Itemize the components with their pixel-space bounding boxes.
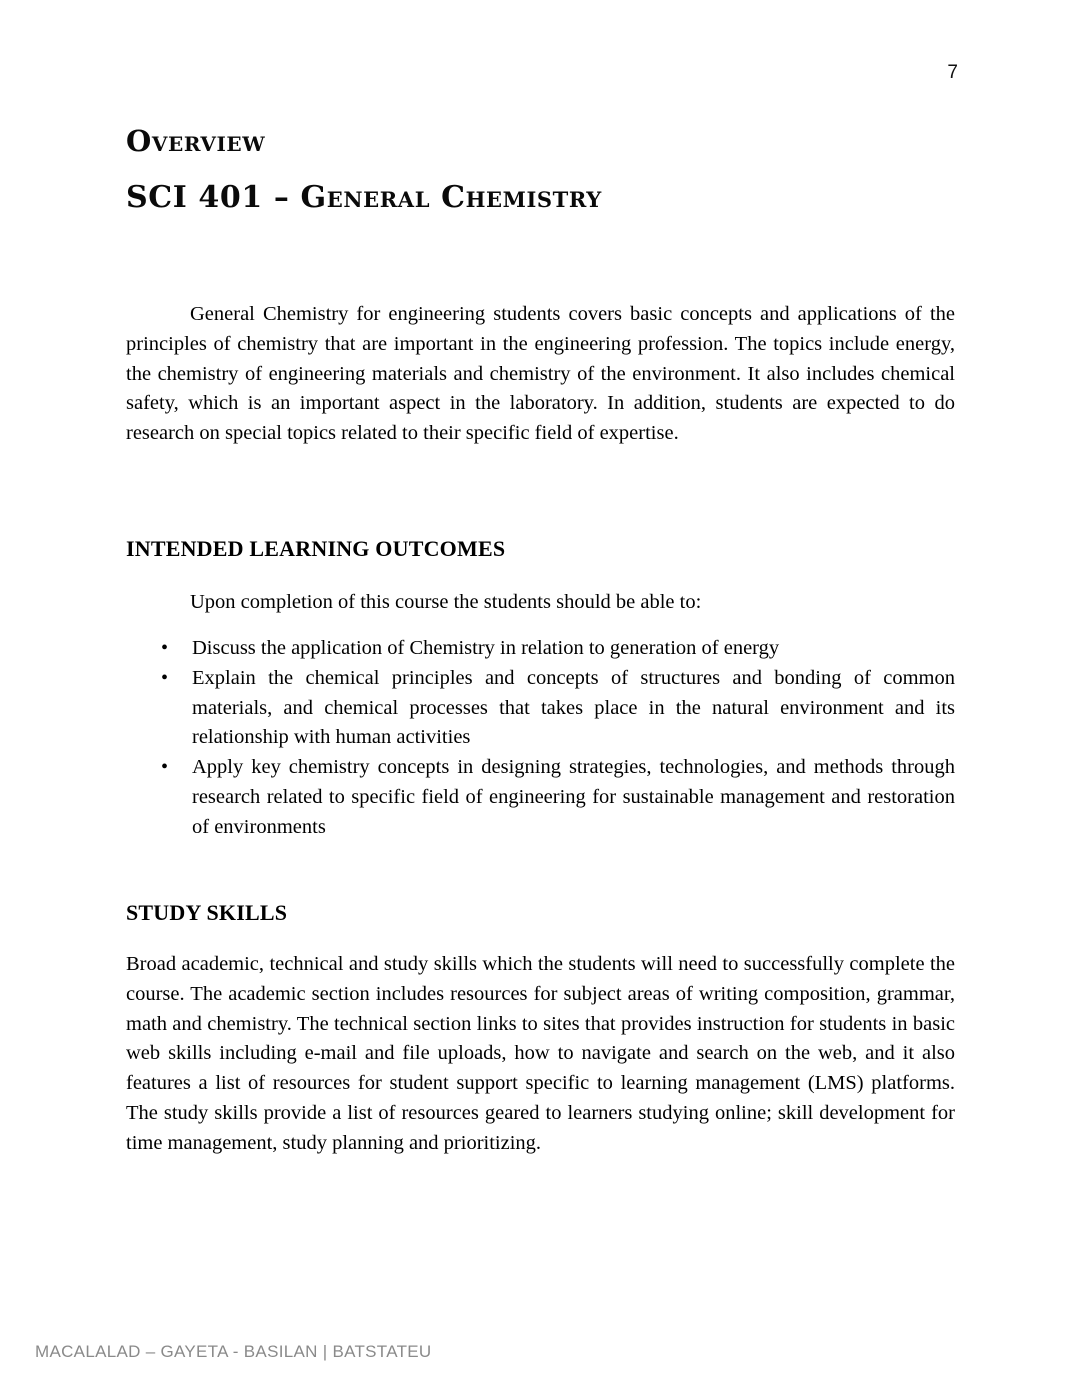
heading-intended-learning-outcomes: INTENDED LEARNING OUTCOMES bbox=[126, 536, 506, 561]
page-number: 7 bbox=[947, 62, 958, 83]
list-item-text: Discuss the application of Chemistry in relation to generation of energy bbox=[192, 637, 780, 659]
page-footer: MACALALAD – GAYETA - BASILAN | BATSTATEU bbox=[35, 1342, 432, 1361]
paragraph-overview-body: General Chemistry for engineering students covers basic concepts and applications of the principles of chemistry that are important in the engineering profession. The topics include energy, the chemistry of engineering materials and chemistry of the environment. It also includes chemical safety, which is an important aspect in the laboratory. In addition, students are expected to do research on special topics related to their specific field of expertise. bbox=[126, 303, 955, 445]
heading-overview: Overview bbox=[126, 124, 266, 158]
bullet-icon: • bbox=[161, 637, 169, 659]
learning-outcomes-list bbox=[126, 634, 955, 843]
list-item-text: Apply key chemistry concepts in designing strategies, technologies, and methods through research related to specific field of engineering for sustainable management and restoration of environments bbox=[192, 756, 955, 838]
paragraph-study-skills-body: Broad academic, technical and study skills which the students will need to successfully complete the course. The academic section includes resources for subject areas of writing composition, grammar, math and chemistry. The technical section links to sites that provides instruction for students in basic web skills including e-mail and file uploads, how to navigate and search on the web, and it also features a list of resources for student support specific to learning management (LMS) platforms. The study skills provide a list of resources geared to learners studying online; skill development for time management, study planning and prioritizing. bbox=[126, 953, 955, 1154]
heading-course-title: SCI 401 – General Chemistry bbox=[126, 180, 602, 215]
list-item bbox=[126, 664, 955, 753]
heading-study-skills: STUDY SKILLS bbox=[126, 900, 288, 925]
bullet-icon: • bbox=[161, 666, 169, 689]
list-item bbox=[126, 753, 955, 842]
list-item bbox=[126, 634, 955, 664]
paragraph-ilo-intro: Upon completion of this course the students should be able to: bbox=[190, 591, 702, 613]
list-item-text: Explain the chemical principles and concepts of structures and bonding of common materials, and chemical processes that takes place in the natural environment and its relationship with human activities bbox=[192, 666, 955, 749]
bullet-icon: • bbox=[161, 756, 169, 779]
